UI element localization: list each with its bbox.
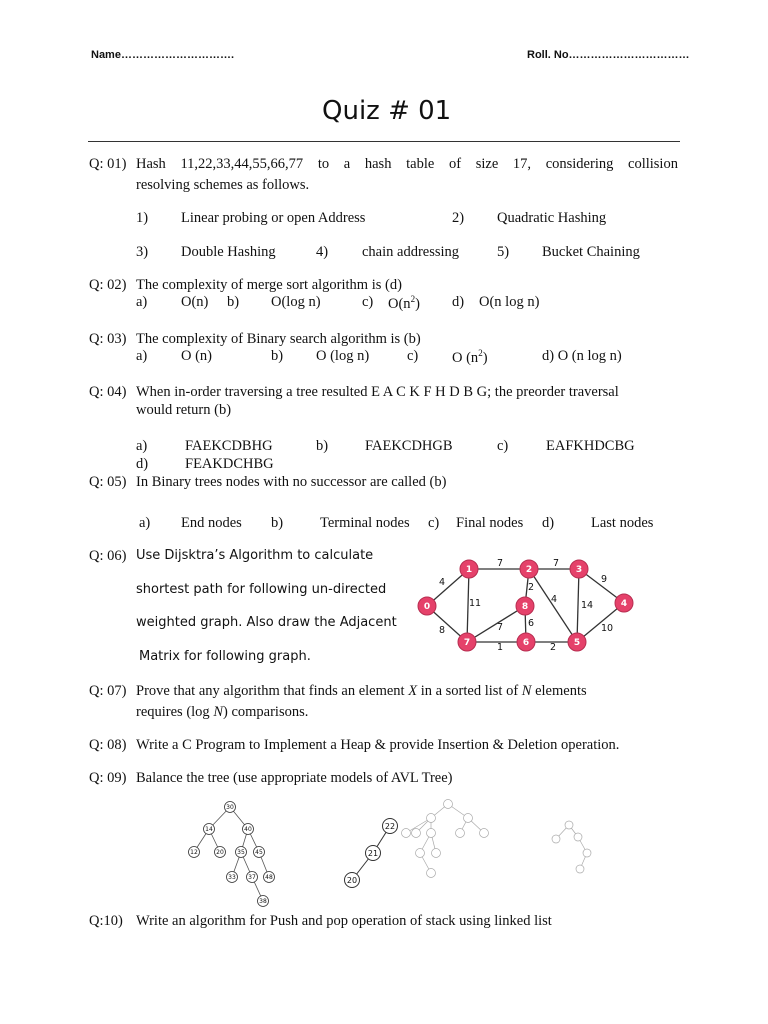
option-text: d) O (n log n) — [542, 348, 622, 364]
option-label: c) — [497, 438, 509, 454]
tree-node-label: 37 — [248, 874, 256, 881]
option-text: Bucket Chaining — [542, 244, 640, 260]
q1-line2: resolving schemes as follows. — [136, 177, 310, 193]
avl-tree-1 — [180, 797, 280, 911]
question-text: When in-order traversing a tree resulted E A C K F H D B G; the preorder traversal — [136, 384, 619, 400]
option-text: chain addressing — [362, 244, 460, 260]
question-number: Q: 05) — [89, 474, 127, 490]
option-text: Quadratic Hashing — [497, 210, 607, 226]
edge-weight: 10 — [601, 623, 614, 634]
option-text: Last nodes — [591, 515, 654, 531]
option-text: Final nodes — [456, 515, 524, 531]
tree-labels — [190, 804, 273, 905]
question-text: Matrix for following graph. — [139, 649, 311, 664]
option-label: b) — [227, 294, 240, 310]
option-label: a) — [139, 515, 151, 531]
question-text: Balance the tree (use appropriate models of AVL Tree) — [136, 770, 453, 786]
edge-weight: 2 — [550, 642, 557, 653]
option-label: b) — [271, 515, 284, 531]
question-number: Q: 08) — [89, 737, 127, 753]
tree-node-label: 33 — [228, 874, 236, 881]
option-text: FEAKDCHBG — [185, 456, 274, 472]
question-text: shortest path for following un-directed — [136, 582, 387, 597]
tree-node — [444, 800, 453, 809]
option-label: d) — [542, 515, 555, 531]
q1-line1: Hash 11,22,33,44,55,66,77 to a hash table of size 17, considering collision — [136, 156, 678, 172]
edge-weight: 8 — [439, 625, 446, 636]
quiz-title: Quiz # 01 — [322, 96, 452, 126]
option-text: O(log n) — [271, 294, 321, 310]
option-text: O (log n) — [316, 348, 370, 364]
option-text: Double Hashing — [181, 244, 276, 260]
edge-weight: 7 — [497, 558, 504, 569]
tree-node-label: 45 — [255, 849, 263, 856]
option-text: O $(n^2)$ — [452, 348, 488, 366]
title-divider — [88, 141, 680, 142]
question-text: would return (b) — [136, 402, 232, 418]
tree-node-label: 20 — [346, 876, 358, 885]
question-text: In Binary trees nodes with no successor are called (b) — [136, 474, 447, 490]
weighted-graph — [405, 552, 645, 656]
tree-node — [583, 849, 591, 857]
name-field: Name…………………………. — [91, 49, 235, 61]
question-text: Use Dijsktra’s Algorithm to calculate — [136, 548, 374, 563]
question-text: requires (log N) comparisons. — [136, 704, 309, 720]
option-text: $O(n^2)$ — [388, 294, 420, 312]
edge-weight: 11 — [469, 598, 482, 609]
edge-weight: 6 — [528, 618, 535, 629]
tree-node — [402, 829, 411, 838]
roll-number-field: Roll. No…………………………… — [527, 49, 690, 61]
tree-node-label: 40 — [244, 826, 252, 833]
tree-node — [416, 849, 425, 858]
node-label: 6 — [522, 638, 530, 648]
option-text: O (n) — [181, 348, 213, 364]
node-label: 0 — [423, 602, 431, 612]
option-label: 5) — [497, 244, 510, 260]
avl-tree-2 — [338, 812, 398, 892]
option-text: FAEKCDBHG — [185, 438, 273, 454]
graph-edge — [467, 606, 525, 642]
tree-node-label: 22 — [384, 822, 396, 831]
node-label: 8 — [521, 602, 529, 612]
tree-node — [427, 869, 436, 878]
option-text: Terminal nodes — [320, 515, 410, 531]
tree-node — [574, 833, 582, 841]
tree-node-label: 20 — [216, 849, 224, 856]
question-text: weighted graph. Also draw the Adjacent — [136, 615, 397, 630]
question-text: The complexity of Binary search algorithm is (b) — [136, 331, 421, 347]
question-text: Write a C Program to Implement a Heap & provide Insertion & Deletion operation. — [136, 737, 620, 753]
node-label: 1 — [465, 565, 473, 575]
edge-weight: 9 — [601, 574, 608, 585]
option-label: c) — [428, 515, 440, 531]
question-number: Q: 02) — [89, 277, 127, 293]
question-number: Q: 01) — [89, 156, 127, 172]
tree-node-label: 30 — [226, 804, 234, 811]
edge-weight: 4 — [439, 577, 446, 588]
node-label: 4 — [620, 599, 628, 609]
option-label: a) — [136, 348, 148, 364]
option-label: 4) — [316, 244, 329, 260]
question-number: Q: 03) — [89, 331, 127, 347]
option-label: 2) — [452, 210, 465, 226]
question-number: Q: 06) — [89, 548, 127, 564]
tree-nodes — [402, 800, 489, 878]
option-text: O(n) — [181, 294, 209, 310]
option-label: d) — [452, 294, 465, 310]
tree-node — [412, 829, 421, 838]
tree-node-label: 14 — [205, 826, 213, 833]
graph-edge — [577, 569, 579, 642]
option-label: b) — [271, 348, 284, 364]
tree-node — [565, 821, 573, 829]
avl-tree-3 — [398, 796, 498, 880]
node-label: 3 — [575, 565, 583, 575]
node-label: 5 — [573, 638, 581, 648]
tree-node — [427, 829, 436, 838]
edge-weight: 4 — [551, 594, 558, 605]
edge-weight: 1 — [497, 642, 504, 653]
graph-edge — [529, 569, 577, 642]
option-label: d) — [136, 456, 149, 472]
option-label: c) — [407, 348, 419, 364]
tree-node-label: 12 — [190, 849, 198, 856]
option-label: 1) — [136, 210, 149, 226]
tree-edges — [556, 825, 587, 869]
tree-node-label: 21 — [367, 849, 379, 858]
option-label: a) — [136, 294, 148, 310]
avl-tree-4 — [548, 817, 598, 877]
tree-node — [480, 829, 489, 838]
tree-node — [576, 865, 584, 873]
question-number: Q: 04) — [89, 384, 127, 400]
tree-node-label: 48 — [265, 874, 273, 881]
edge-weight: 7 — [497, 622, 504, 633]
option-text: EAFKHDCBG — [546, 438, 635, 454]
option-text: Linear probing or open Address — [181, 210, 366, 226]
option-label: b) — [316, 438, 329, 454]
edge-weight: 14 — [581, 600, 594, 611]
tree-node — [427, 814, 436, 823]
tree-node — [464, 814, 473, 823]
node-label: 7 — [463, 638, 471, 648]
edge-weight: 7 — [553, 558, 560, 569]
tree-edges — [406, 804, 484, 873]
question-number: Q: 07) — [89, 683, 127, 699]
question-text: The complexity of merge sort algorithm is (d) — [136, 277, 402, 293]
tree-node-label: 35 — [237, 849, 245, 856]
edge-weight: 2 — [528, 582, 535, 593]
option-label: 3) — [136, 244, 149, 260]
question-text: Prove that any algorithm that finds an element X in a sorted list of N elements — [136, 683, 587, 699]
option-text: O(n log n) — [479, 294, 540, 310]
question-number: Q: 09) — [89, 770, 127, 786]
question-number: Q:10) — [89, 913, 123, 929]
tree-node — [432, 849, 441, 858]
option-label: a) — [136, 438, 148, 454]
option-label: c) — [362, 294, 374, 310]
question-text: Write an algorithm for Push and pop operation of stack using linked list — [136, 913, 552, 929]
tree-node — [552, 835, 560, 843]
node-label: 2 — [525, 565, 533, 575]
option-text: End nodes — [181, 515, 242, 531]
tree-node-label: 38 — [259, 898, 267, 905]
tree-node — [456, 829, 465, 838]
option-text: FAEKCDHGB — [365, 438, 453, 454]
